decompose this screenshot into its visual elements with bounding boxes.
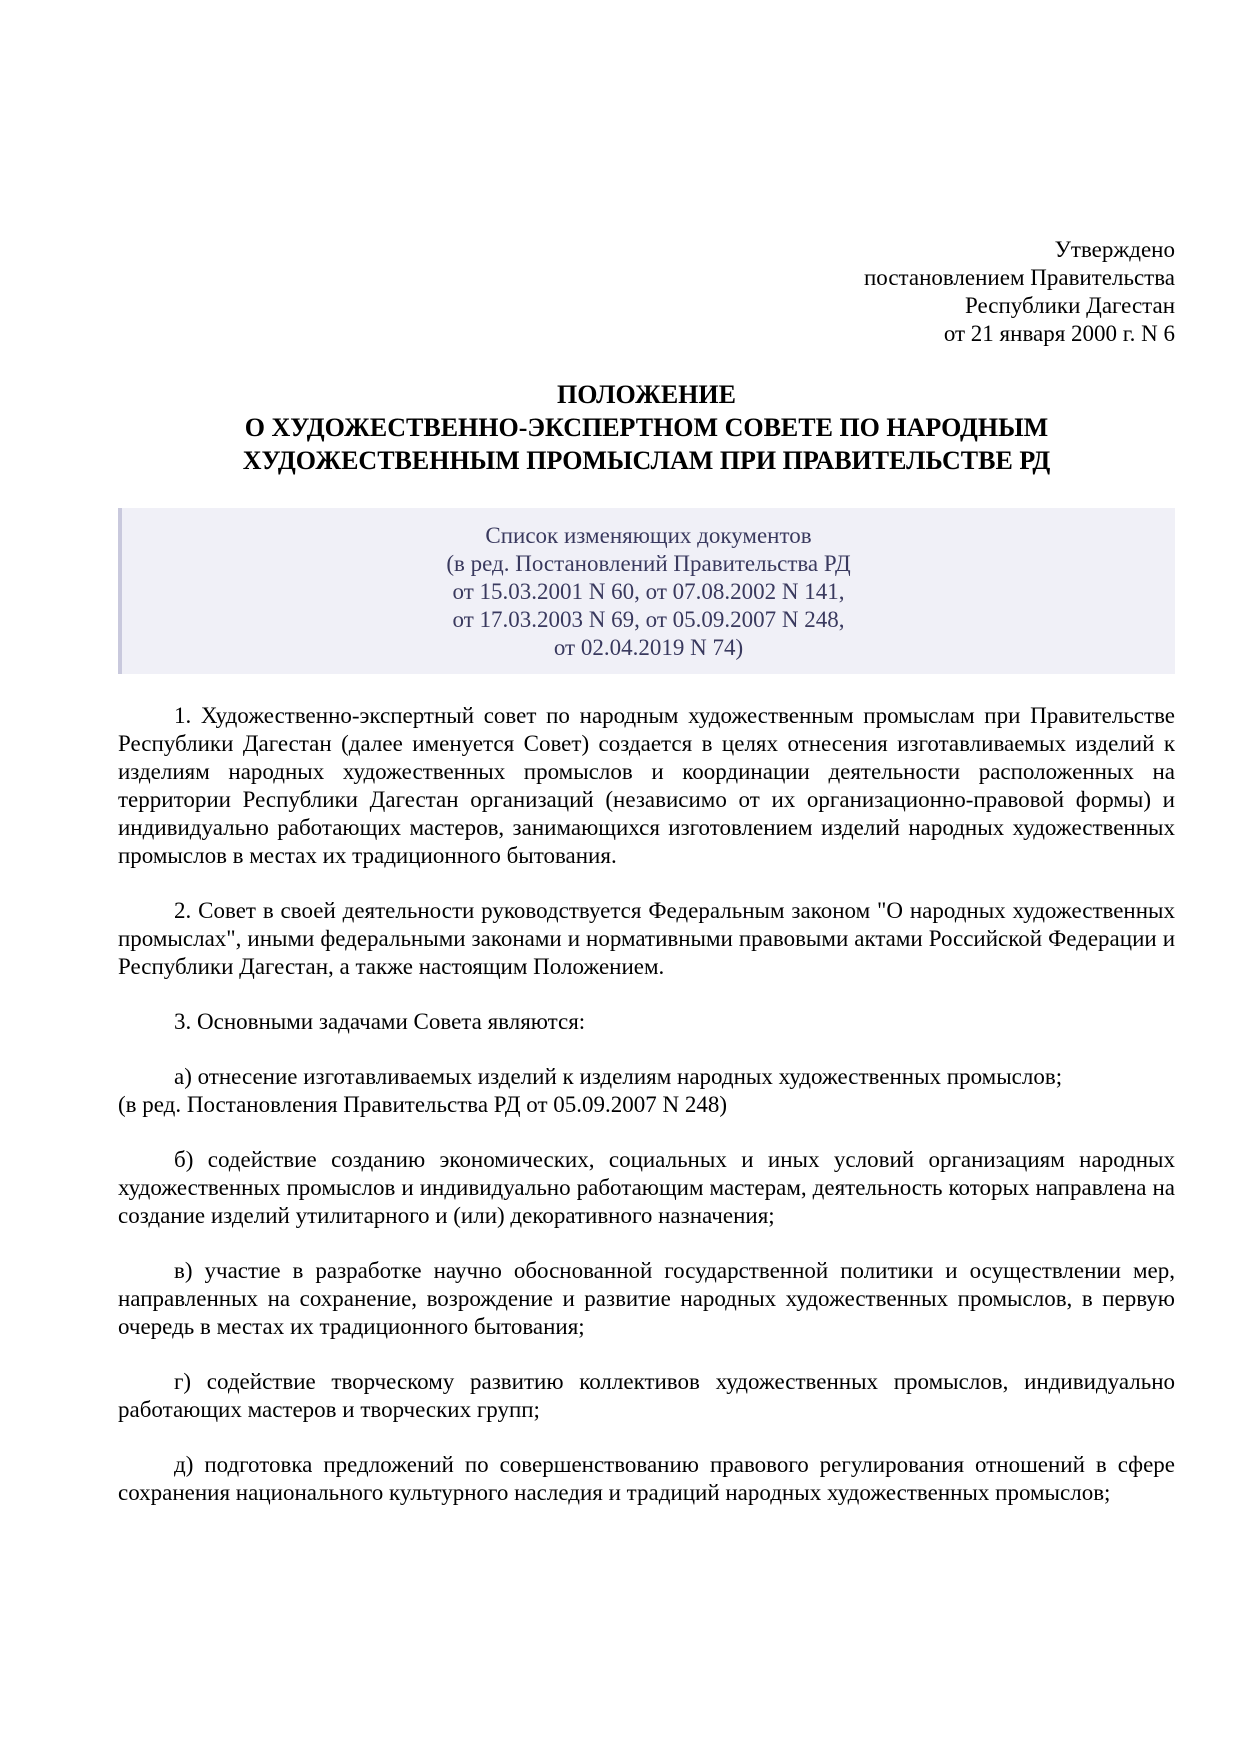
amendments-text xyxy=(122,522,1175,662)
paragraph-2: 2. Совет в своей деятельности руководствуется Федеральным законом "О народных художественных промыслах", иными федеральными законами и нормативными правовыми актами Российской Федерации и Республики Дагестан, а также настоящим Положением. xyxy=(118,898,1175,979)
amendments-box xyxy=(118,508,1175,674)
paragraph-3a: а) отнесение изготавливаемых изделий к изделиям народных художественных промыслов; xyxy=(174,1064,1063,1089)
paragraph-1: 1. Художественно-экспертный совет по народным художественным промыслам при Правительстве Республики Дагестан (далее именуется Совет) создается в целях отнесения изготавливаемых изделий к изделиям народных художественных промыслов и координации деятельности расположенных на территории Республики Дагестан организаций (независимо от их организационно-правовой формы) и индивидуально работающих мастеров, занимающихся изготовлением изделий народных художественных промыслов в местах их традиционного бытования. xyxy=(118,703,1175,868)
approval-block xyxy=(864,236,1175,348)
paragraph-3d: г) содействие творческому развитию коллективов художественных промыслов, индивидуально работающих мастеров и творческих групп; xyxy=(118,1369,1175,1422)
title-line-3: ХУДОЖЕСТВЕННЫМ ПРОМЫСЛАМ ПРИ ПРАВИТЕЛЬСТВЕ РД xyxy=(242,446,1051,475)
amendments-line-3: от 15.03.2001 N 60, от 07.08.2002 N 141, xyxy=(452,579,845,604)
document-body xyxy=(118,702,1175,1534)
amendments-line-2: (в ред. Постановлений Правительства РД xyxy=(446,551,851,576)
paragraph-3: 3. Основными задачами Совета являются: xyxy=(174,1009,586,1034)
paragraph-3b: б) содействие созданию экономических, социальных и иных условий организациям народных художественных промыслов и индивидуально работающим мастерам, деятельность которых направлена на создание изделий утилитарного и (или) декоративного назначения; xyxy=(118,1147,1175,1228)
title-line-2: О ХУДОЖЕСТВЕННО-ЭКСПЕРТНОМ СОВЕТЕ ПО НАРОДНЫМ xyxy=(244,413,1049,442)
approval-line-3: Республики Дагестан xyxy=(965,293,1175,318)
approval-line-2: постановлением Правительства xyxy=(863,265,1175,290)
amendments-line-5: от 02.04.2019 N 74) xyxy=(553,635,744,660)
paragraph-3c: в) участие в разработке научно обоснованной государственной политики и осуществлении мер, направленных на сохранение, возрождение и развитие народных художественных промыслов, в первую очередь в местах их традиционного бытования; xyxy=(118,1258,1175,1339)
approval-line-1: Утверждено xyxy=(1054,237,1175,262)
amendments-line-4: от 17.03.2003 N 69, от 05.09.2007 N 248, xyxy=(452,607,845,632)
paragraph-3a-amendment-note: (в ред. Постановления Правительства РД от 05.09.2007 N 248) xyxy=(118,1092,728,1117)
title-line-1: ПОЛОЖЕНИЕ xyxy=(557,380,736,409)
approval-line-4: от 21 января 2000 г. N 6 xyxy=(943,321,1175,346)
document-title xyxy=(118,378,1175,477)
paragraph-3e: д) подготовка предложений по совершенствованию правового регулирования отношений в сфере сохранения национального культурного наследия и традиций народных художественных промыслов; xyxy=(118,1452,1175,1505)
amendments-line-1: Список изменяющих документов xyxy=(485,523,812,548)
